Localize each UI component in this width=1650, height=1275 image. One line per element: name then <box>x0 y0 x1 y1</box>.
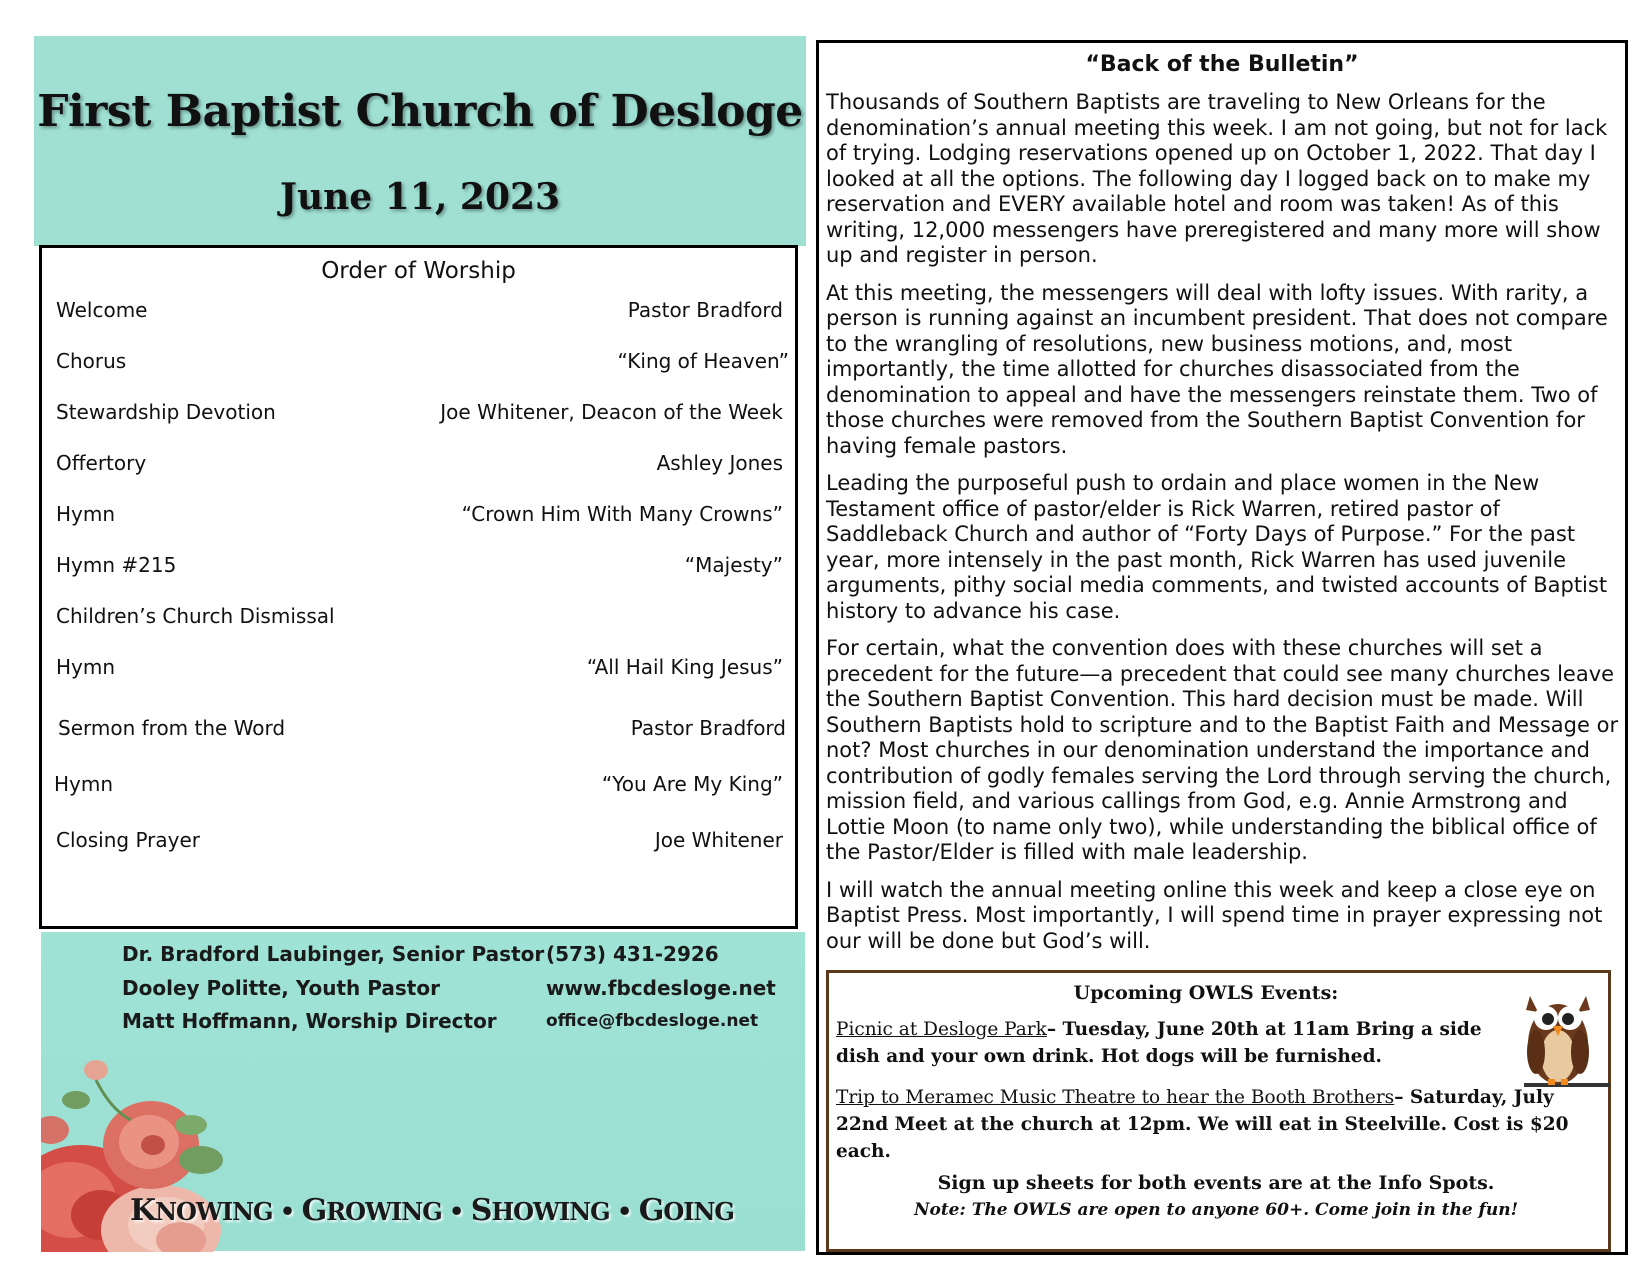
worship-item: Closing Prayer <box>56 828 201 852</box>
worship-leader: Ashley Jones <box>656 451 783 475</box>
order-of-worship <box>39 245 798 929</box>
worship-leader: Pastor Bradford <box>627 298 783 322</box>
phone-number: (573) 431-2926 <box>546 942 719 966</box>
motto-rest: NOWING <box>155 1197 273 1226</box>
worship-item: Chorus <box>56 349 127 373</box>
worship-row <box>56 298 783 328</box>
motto-cap: G <box>301 1193 327 1228</box>
motto-rest: HOWING <box>491 1197 610 1226</box>
owl-icon <box>1520 982 1612 1092</box>
motto-cap: K <box>130 1193 156 1228</box>
worship-director: Matt Hoffmann, Worship Director <box>122 1009 497 1033</box>
owls-event-trip <box>836 1084 1606 1165</box>
article-paragraph: At this meeting, the messengers will deal with lofty issues. With rarity, a person is running against an incumbent president. That does not compare to the wrangling of resolutions, new business motions, and, most importantly, the time allotted for churches disassociated from the denomination to appeal and have the messengers reinstate them. Two of those churches were removed from the Southern Baptist Convention for having female pastors. <box>826 280 1608 458</box>
senior-pastor: Dr. Bradford Laubinger, Senior Pastor <box>122 942 545 966</box>
worship-leader: Pastor Bradford <box>630 716 786 740</box>
worship-row <box>56 553 783 583</box>
event-name: Picnic at Desloge Park <box>836 1019 1047 1040</box>
worship-leader: “Crown Him With Many Crowns” <box>461 502 783 526</box>
event-name: Trip to Meramec Music Theatre to hear the Booth Brothers <box>836 1087 1395 1108</box>
worship-row <box>56 451 783 481</box>
worship-item: Hymn <box>56 502 116 526</box>
motto-cap: S <box>470 1193 492 1228</box>
worship-leader: “You Are My King” <box>601 772 783 796</box>
article-paragraph: Thousands of Southern Baptists are traveling to New Orleans for the denomination’s annual meeting this week. I am not going, but not for lack of trying. Lodging reservations opened up on October 1, 2022. That day I looked at all the options. The following day I logged back on to make my reservation and EVERY available hotel and room was taken! As of this writing, 12,000 messengers have preregistered and many more will show up and register in person. <box>826 90 1608 267</box>
owls-signup: Sign up sheets for both events are at the Info Spots. <box>937 1172 1495 1194</box>
motto-rest: ROWING <box>326 1197 442 1226</box>
worship-row <box>56 828 783 858</box>
event-details: – Tuesday, June 20th at 11am Bring a side dish and your own drink. Hot dogs will be furnished. <box>836 1019 1482 1067</box>
owls-event-picnic <box>836 1016 1496 1070</box>
church-name: First Baptist Church of Desloge <box>37 86 803 137</box>
worship-item: Hymn <box>54 772 114 796</box>
motto-cap: G <box>638 1193 664 1228</box>
worship-leader: “King of Heaven” <box>617 349 789 373</box>
bulletin-article <box>826 90 1621 966</box>
order-of-worship-title: Order of Worship <box>321 258 516 284</box>
motto-separator: • <box>272 1197 302 1226</box>
worship-row <box>56 604 783 634</box>
worship-leader: Joe Whitener <box>654 828 783 852</box>
worship-item: Welcome <box>56 298 148 322</box>
worship-row <box>56 400 783 430</box>
motto-separator: • <box>609 1197 639 1226</box>
event-details: – Saturday, July 22nd Meet at the church at 12pm. We will eat in Steelville. Cost is $20 each. <box>836 1087 1569 1162</box>
worship-item: Stewardship Devotion <box>56 400 276 424</box>
church-motto <box>130 1193 734 1228</box>
youth-pastor: Dooley Politte, Youth Pastor <box>122 976 440 1000</box>
worship-row <box>56 716 786 746</box>
worship-row <box>56 502 783 532</box>
article-paragraph: For certain, what the convention does with these churches will set a precedent for the future—a precedent that could see many churches leave the Southern Baptist Convention. This hard decision must be made. Will Southern Baptists hold to scripture and to the Baptist Faith and Message or not? Most churches in our denomination understand the importance and contribution of godly females serving the Lord through serving the church, mission field, and various callings from God, e.g. Annie Armstrong and Lottie Moon (to name only two), while understanding the biblical office of the Pastor/Elder is filled with male leadership. <box>826 636 1619 864</box>
article-paragraph: Leading the purposeful push to ordain and place women in the New Testament office of pastor/elder is Rick Warren, retired pastor of Saddleback Church and author of “Forty Days of Purpose.” For the past year, more intensely in the past month, Rick Warren has used juvenile arguments, pithy social media comments, and twisted accounts of Baptist history to advance his case. <box>826 471 1608 623</box>
bulletin-article-title: “Back of the Bulletin” <box>1085 52 1359 77</box>
owls-title: Upcoming OWLS Events: <box>1073 982 1339 1004</box>
worship-leader: Joe Whitener, Deacon of the Week <box>440 400 783 424</box>
worship-row <box>56 349 789 379</box>
bulletin-date: June 11, 2023 <box>279 176 561 218</box>
motto-separator: • <box>441 1197 471 1226</box>
email-link[interactable]: office@fbcdesloge.net <box>546 1011 759 1031</box>
owls-note: Note: The OWLS are open to anyone 60+. Come join in the fun! <box>913 1200 1519 1220</box>
article-paragraph: I will watch the annual meeting online this week and keep a close eye on Baptist Press. Most importantly, I will spend time in prayer expressing not our will be done but God’s will. <box>826 877 1603 953</box>
worship-item: Hymn #215 <box>56 553 177 577</box>
worship-row <box>56 772 783 802</box>
worship-item: Sermon from the Word <box>58 716 286 740</box>
motto-rest: OING <box>663 1197 734 1226</box>
worship-row <box>56 655 783 685</box>
worship-item: Children’s Church Dismissal <box>56 604 335 628</box>
worship-item: Offertory <box>56 451 147 475</box>
worship-item: Hymn <box>56 655 116 679</box>
website-link[interactable]: www.fbcdesloge.net <box>546 976 776 1000</box>
worship-leader: “All Hail King Jesus” <box>586 655 783 679</box>
worship-leader: “Majesty” <box>684 553 783 577</box>
